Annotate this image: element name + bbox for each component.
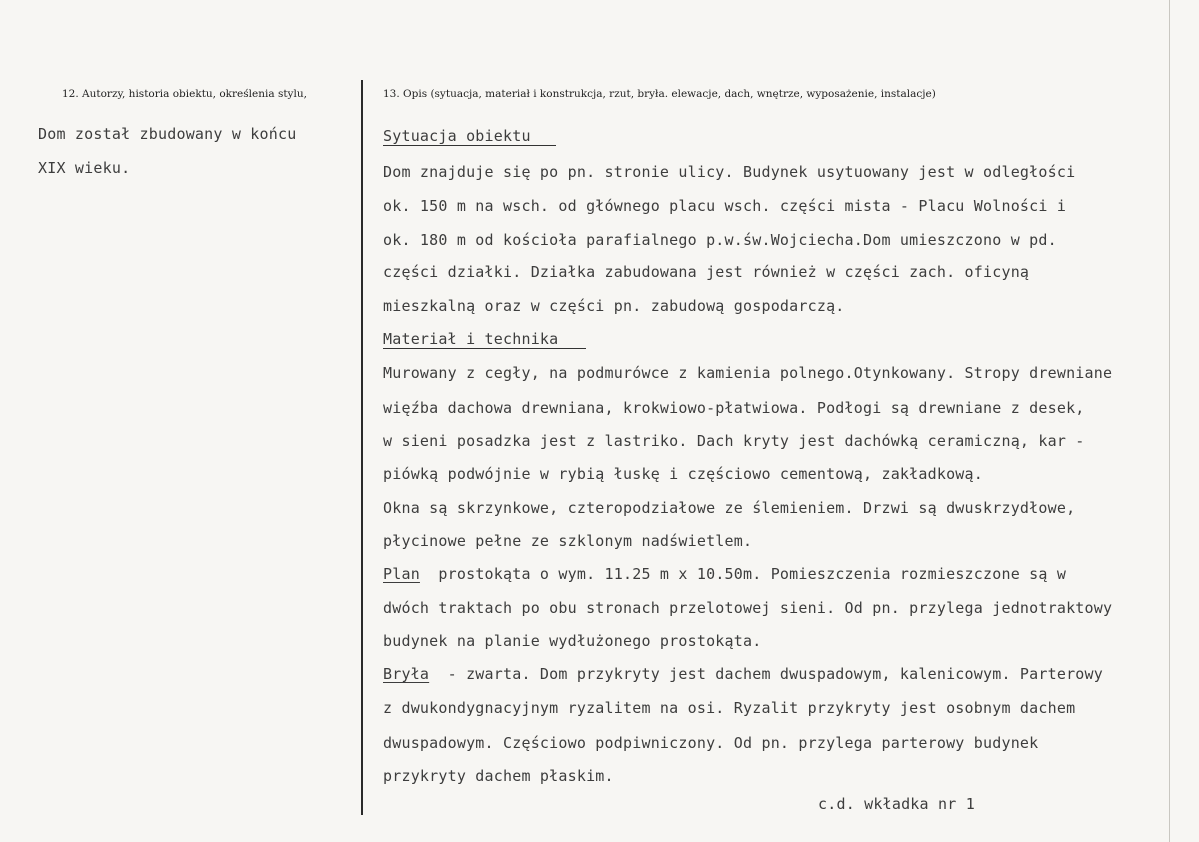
left-text-line: Dom został zbudowany w końcu — [38, 125, 297, 143]
text-line: piówką podwójnie w rybią łuskę i częściowo cementową, zakładkową. — [383, 465, 983, 483]
section-heading-plan: Plan — [383, 565, 420, 583]
bryla-first-line — [383, 666, 1103, 683]
page-edge-line — [1169, 0, 1170, 842]
text-line: Okna są skrzynkowe, czteropodziałowe ze ślemieniem. Drzwi są dwuskrzydłowe, — [383, 499, 1076, 517]
text-line: części działki. Działka zabudowana jest również w części zach. oficyną — [383, 263, 1030, 281]
text-line: ok. 150 m na wsch. od głównego placu wsch. części mista - Placu Wolności i — [383, 197, 1067, 215]
plan-first-line — [383, 566, 1066, 583]
text-line: dwóch traktach po obu stronach przelotowej sieni. Od pn. przylega jednotraktowy — [383, 599, 1113, 617]
text-line: z dwukondygnacyjnym ryzalitem na osi. Ryzalit przykryty jest osobnym dachem — [383, 699, 1076, 717]
left-text-line: XIX wieku. — [38, 159, 131, 177]
text-line: ok. 180 m od kościoła parafialnego p.w.św.Wojciecha.Dom umieszczono w pd. — [383, 231, 1057, 249]
heading-underline — [383, 348, 586, 349]
text-line: dwuspadowym. Częściowo podpiwniczony. Od pn. przylega parterowy budynek — [383, 734, 1039, 752]
text-line: więźba dachowa drewniana, krokwiowo-płatwiowa. Podłogi są drewniane z desek, — [383, 399, 1085, 417]
column-divider — [361, 80, 363, 815]
text-fragment: - zwarta. Dom przykryty jest dachem dwuspadowym, kalenicowym. Parterowy — [429, 665, 1104, 683]
text-line: mieszkalną oraz w części pn. zabudową gospodarczą. — [383, 297, 845, 315]
text-line: Dom znajduje się po pn. stronie ulicy. Budynek usytuowany jest w odległości — [383, 163, 1076, 181]
text-line: budynek na planie wydłużonego prostokąta. — [383, 632, 762, 650]
text-line: w sieni posadzka jest z lastriko. Dach kryty jest dachówką ceramiczną, kar - — [383, 432, 1085, 450]
continuation-note: c.d. wkładka nr 1 — [818, 795, 975, 813]
heading-underline — [383, 145, 556, 146]
section-heading-situation: Sytuacja obiektu — [383, 127, 531, 145]
left-column-header: 12. Autorzy, historia obiektu, określenia stylu, — [62, 88, 307, 100]
right-column-header: 13. Opis (sytuacja, materiał i konstrukcja, rzut, bryła. elewacje, dach, wnętrze, wyposażenie, instalacje) — [383, 88, 936, 100]
text-line: przykryty dachem płaskim. — [383, 767, 614, 785]
section-heading-bryla: Bryła — [383, 665, 430, 683]
text-line: Murowany z cegły, na podmurówce z kamienia polnego.Otynkowany. Stropy drewniane — [383, 364, 1113, 382]
text-fragment: prostokąta o wym. 11.25 m x 10.50m. Pomieszczenia rozmieszczone są w — [419, 565, 1067, 583]
text-line: płycinowe pełne ze szklonym nadświetlem. — [383, 532, 753, 550]
section-heading-material: Materiał i technika — [383, 330, 559, 348]
